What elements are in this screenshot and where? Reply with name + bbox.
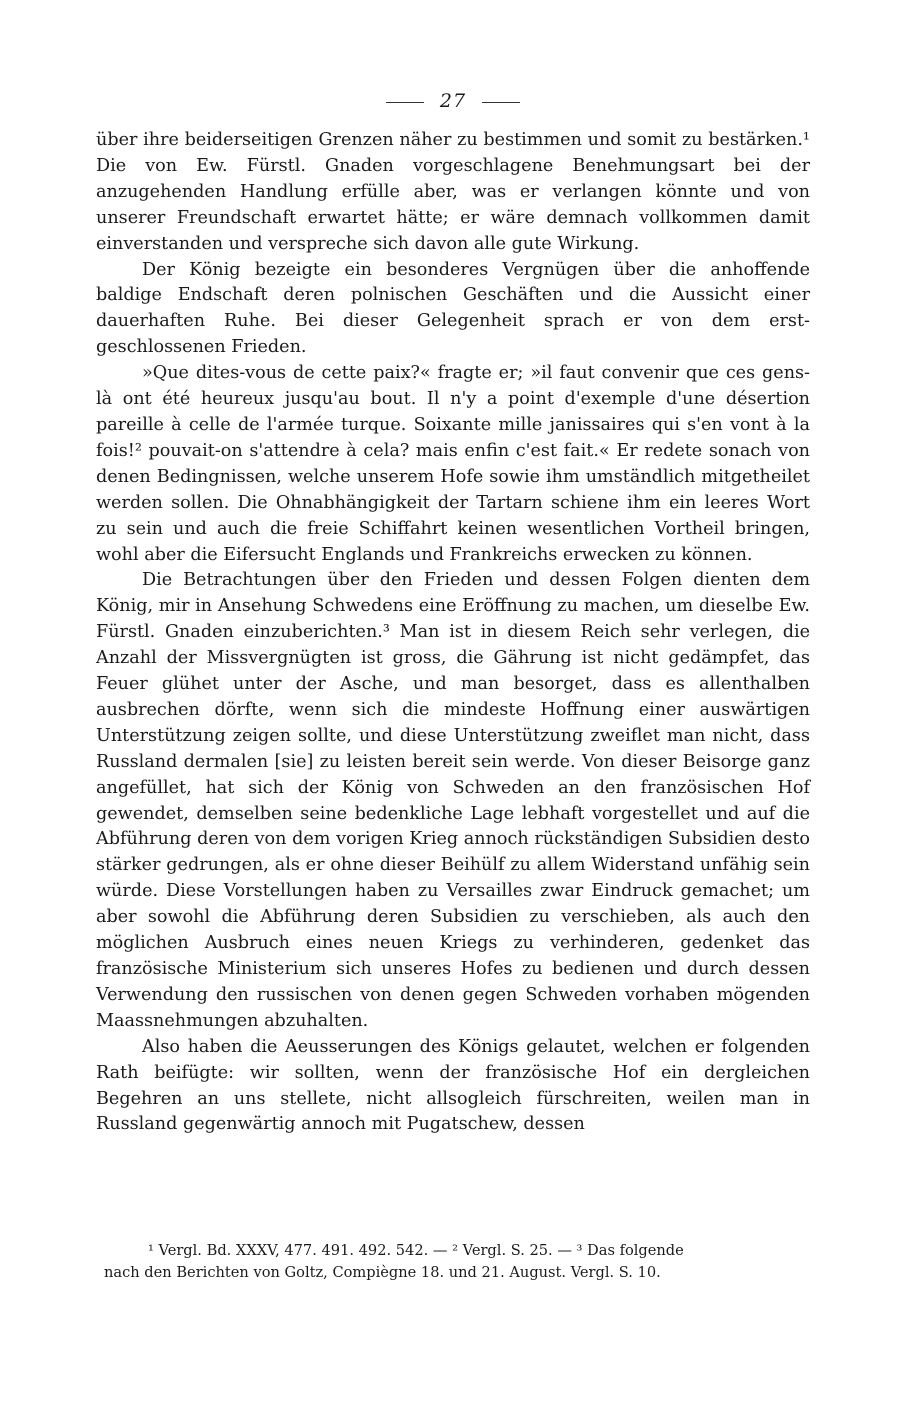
body-text: [96, 128, 810, 1138]
document-page: [96, 84, 810, 1138]
paragraph: über ihre beiderseitigen Grenzen näher zu bestimmen und somit zu bestärken.¹ Die von Ew. Fürstl. Gnaden vorgeschlagene Benehmungsart bei der anzugehenden Handlung erfülle aber, was er verlangen könnte und von unserer Freundschaft erwartet hätte; er wäre demnach vollkommen damit einverstanden und verspreche sich davon alle gute Wirkung.: [96, 130, 810, 254]
page-number: 27: [439, 90, 467, 112]
paragraph: Die Betrachtungen über den Frieden und dessen Folgen dienten dem König, mir in Ansehung Schwedens eine Eröffnung zu machen, um dieselbe Ew. Fürstl. Gnaden einzuberichten.³ Man ist in diesem Reich sehr verlegen, die Anzahl der Missvergnügten ist gross, die Gährung ist nicht gedämpfet, das Feuer glühet unter der Asche, und man besorget, dass es allenthalben ausbrechen dörfte, wenn sich die mindeste Hoffnung einer auswärtigen Unterstützung zeigen sollte, und diese Unterstützung zweiflet man nicht, dass Russland dermalen [sie] zu leisten bereit sein werde. Von dieser Beisorge ganz angefüllet, hat sich der König von Schweden an den französischen Hof gewendet, demselben seine bedenkliche Lage lebhaft vorgestellet und auf die Abführung deren von dem vorigen Krieg annoch rückständigen Subsidien desto stärker gedrungen, als er ohne dieser Beihülf zu allem Widerstand unfähig sein würde. Diese Vorstellungen haben zu Versailles zwar Eindruck gemachet; um aber sowohl die Abführung deren Subsidien zu verschieben, als auch den möglichen Ausbruch eines neuen Kriegs zu verhinderen, gedenket das französische Ministerium sich unseres Hofes zu bedienen und durch dessen Verwendung den russischen von denen gegen Schweden vorhaben mögenden Maassnehmungen abzuhalten.: [96, 570, 810, 1031]
footnote-line: ¹ Vergl. Bd. XXXV, 477. 491. 492. 542. — ² Vergl. S. 25. — ³ Das folgende: [148, 1242, 684, 1259]
paragraph: Der König bezeigte ein besonderes Vergnügen über die anhoffende baldige Endschaft deren polnischen Geschäften und die Aussicht einer dauerhaften Ruhe. Bei dieser Gelegenheit sprach er von dem erstgeschlossenen Frieden.: [96, 259, 810, 358]
paragraph: »Que dites-vous de cette paix?« fragte er; »il faut convenir que ces gens-là ont été heureux jusqu'au bout. Il n'y a point d'exemple d'une désertion pareille à celle de l'armée turque. Soixante mille janissaires qui s'en vont à la fois!² pouvait-on s'attendre à cela? mais enfin c'est fait.« Er redete sonach von denen Bedingnissen, welche unserem Hofe sowie ihm umständlich mitgetheilet werden sollen. Die Ohnabhängigkeit der Tartarn schiene ihm ein leeres Wort zu sein und auch die freie Schiffahrt keinen wesentlichen Vortheil bringen, wohl aber die Eifersucht Englands und Frankreichs erwecken zu können.: [96, 363, 810, 565]
footnotes: [104, 1240, 810, 1284]
header-dash-right: [482, 102, 520, 103]
header-dash-left: [386, 102, 424, 103]
footnote-line: nach den Berichten von Goltz, Compiègne 18. und 21. August. Vergl. S. 10.: [104, 1264, 661, 1281]
paragraph: Also haben die Aeusserungen des Königs gelautet, welchen er folgenden Rath beifügte: wir sollten, wenn der französische Hof ein dergleichen Begehren an uns stellete, nicht allsogleich fürschreiten, weilen man in Russland gegenwärtig annoch mit Pugatschew, dessen: [96, 1036, 810, 1135]
page-header: [96, 84, 810, 118]
